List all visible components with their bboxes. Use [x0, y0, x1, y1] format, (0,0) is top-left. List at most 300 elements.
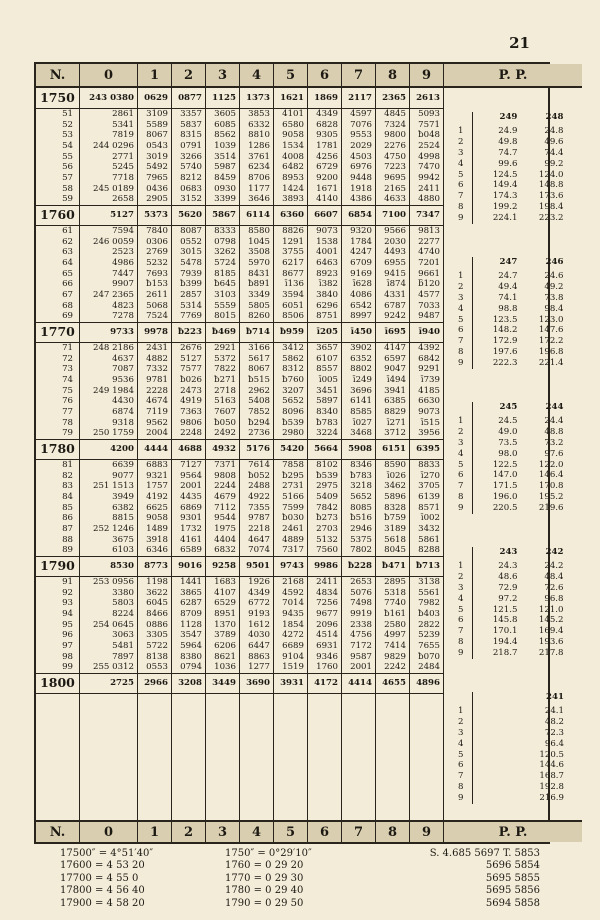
- pp-digit: 9: [458, 358, 473, 369]
- table-value: ƀ048: [418, 130, 440, 141]
- table-value: 5314: [180, 300, 202, 311]
- table-value: 5372: [214, 353, 236, 364]
- table-value: 8096: [282, 407, 304, 418]
- value-group: [342, 375, 375, 407]
- decade-value: 5420: [274, 439, 307, 460]
- value-group: [308, 141, 341, 173]
- table-value: 4740: [418, 247, 440, 258]
- pp-head-spacer: [458, 547, 473, 561]
- row-number: 99: [62, 662, 73, 673]
- table-value: 3514: [214, 151, 236, 162]
- row-group: [36, 109, 79, 141]
- value-group: [240, 290, 273, 322]
- footer-digit: 7: [342, 820, 376, 842]
- table-value: 7014: [282, 598, 304, 609]
- table-value: 0306: [146, 236, 168, 247]
- pp-head: 246: [545, 257, 564, 268]
- table-value: 4503: [350, 151, 372, 162]
- table-value: 2718: [214, 385, 236, 396]
- value-group: [376, 226, 409, 258]
- table-value: 7858: [282, 460, 304, 471]
- table-value: 7470: [418, 162, 440, 173]
- table-value: ƀ516: [350, 513, 372, 524]
- table-value: 8706: [248, 173, 270, 184]
- pp-digit: 1: [458, 416, 473, 427]
- pp-value: 148.2: [492, 325, 518, 336]
- value-group: [308, 226, 341, 258]
- table-value: 5478: [180, 258, 202, 269]
- table-value: 6352: [350, 353, 372, 364]
- table-value: 6103: [112, 545, 134, 556]
- table-value: 4493: [384, 247, 406, 258]
- pp-value: 168.7: [539, 771, 564, 782]
- pp-digit: 1: [458, 271, 473, 282]
- row-number: 62: [62, 236, 73, 247]
- table-value: 3605: [214, 109, 236, 120]
- table-value: 5862: [282, 353, 304, 364]
- decade-value: 3931: [274, 673, 307, 694]
- pp-digit: 5: [458, 169, 473, 180]
- table-value: 2492: [214, 428, 236, 439]
- value-group: [80, 375, 137, 407]
- note-line: 5695 5855: [485, 872, 540, 884]
- table-value: 2611: [146, 290, 168, 301]
- table-value: 6976: [350, 162, 372, 173]
- table-value: 7127: [180, 460, 202, 471]
- table-value: 5837: [180, 119, 202, 130]
- pp-digit: 4: [458, 159, 473, 170]
- table-value: 1612: [248, 619, 270, 630]
- table-value: 6639: [112, 460, 134, 471]
- table-value: ƀ153: [146, 279, 168, 290]
- table-value: 9318: [112, 417, 134, 428]
- decade-value: 9501: [240, 556, 273, 577]
- page-number: 21: [509, 34, 530, 52]
- table-value: 3622: [146, 587, 168, 598]
- pp-digit: 3: [458, 293, 473, 304]
- row-group: [36, 460, 79, 492]
- pp-digit: 1: [458, 126, 473, 137]
- pp-value: 122.5: [492, 459, 518, 470]
- table-value: 2411: [316, 577, 338, 588]
- value-group: [308, 173, 341, 205]
- table-value: 6842: [418, 353, 440, 364]
- pp-value: 24.8: [544, 126, 564, 137]
- table-value: 9193: [248, 609, 270, 620]
- table-value: 7594: [112, 226, 134, 237]
- table-value: 3189: [384, 524, 406, 535]
- decade-row: 1780: [36, 439, 79, 460]
- table-value: 1424: [282, 183, 304, 194]
- table-value: 2731: [282, 481, 304, 492]
- value-group: [410, 492, 443, 524]
- table-value: 3468: [350, 428, 372, 439]
- table-value: 4161: [180, 534, 202, 545]
- decade-value: 4414: [342, 673, 375, 694]
- table-value: 6580: [282, 119, 304, 130]
- table-value: 7655: [418, 641, 440, 652]
- table-value: 9487: [418, 311, 440, 322]
- table-value: 8709: [180, 609, 202, 620]
- table-value: ƀ273: [316, 513, 338, 524]
- table-value: 8340: [316, 407, 338, 418]
- value-group: [172, 375, 205, 407]
- table-value: 1760: [316, 662, 338, 673]
- table-value: 1039: [214, 141, 236, 152]
- value-group: [240, 375, 273, 407]
- table-value: 8829: [384, 407, 406, 418]
- table-value: 1683: [214, 577, 236, 588]
- table-value: 3675: [112, 534, 134, 545]
- value-group: [206, 343, 239, 375]
- pp-digit: 6: [458, 760, 473, 771]
- table-value: 8923: [316, 268, 338, 279]
- table-value: 4001: [316, 247, 338, 258]
- table-value: 4192: [146, 492, 168, 503]
- pp-digit: 4: [458, 594, 473, 605]
- table-value: 4030: [248, 630, 270, 641]
- table-value: 4592: [282, 587, 304, 598]
- table-value: 2029: [350, 141, 372, 152]
- value-group: [342, 290, 375, 322]
- table-value: ī270: [420, 470, 440, 481]
- row-number: 87: [62, 524, 73, 535]
- table-value: 4435: [180, 492, 202, 503]
- table-value: 2001: [180, 481, 202, 492]
- pp-value: 174.3: [492, 191, 518, 202]
- table-value: 3761: [248, 151, 270, 162]
- row-group: [36, 173, 79, 205]
- table-value: 253 0956: [92, 577, 134, 588]
- table-value: 3956: [418, 428, 440, 439]
- value-group: [80, 577, 137, 609]
- table-value: 4140: [316, 194, 338, 205]
- footer-digit: 3: [206, 820, 240, 842]
- table-value: 9058: [282, 130, 304, 141]
- pp-value: 223.2: [538, 213, 564, 224]
- table-value: 9564: [180, 470, 202, 481]
- table-value: 3508: [248, 247, 270, 258]
- value-group: [172, 226, 205, 258]
- row-number: 63: [62, 247, 73, 258]
- table-value: 2771: [112, 151, 134, 162]
- decade-row: 1760: [36, 205, 79, 226]
- value-group: [308, 609, 341, 641]
- table-value: 1036: [214, 662, 236, 673]
- value-group: [342, 524, 375, 556]
- value-group: [80, 492, 137, 524]
- row-number: 61: [62, 226, 73, 237]
- table-value: 8826: [282, 226, 304, 237]
- table-value: 9907: [112, 279, 134, 290]
- decade-value: 8773: [138, 556, 171, 577]
- decade-value: 4932: [206, 439, 239, 460]
- table-value: 7324: [384, 119, 406, 130]
- table-value: 8459: [214, 173, 236, 184]
- table-value: 8067: [248, 364, 270, 375]
- table-value: 4919: [180, 396, 202, 407]
- decade-value: 4655: [376, 673, 409, 694]
- value-group: [172, 492, 205, 524]
- row-number: 66: [62, 279, 73, 290]
- table-value: 8102: [316, 460, 338, 471]
- decade-value: ī940: [410, 322, 443, 343]
- decade-value: 4896: [410, 673, 443, 694]
- table-value: 8224: [112, 609, 134, 620]
- row-group: [36, 492, 79, 524]
- table-value: 9544: [214, 513, 236, 524]
- table-value: 1534: [282, 141, 304, 152]
- pp-value: 24.6: [544, 271, 564, 282]
- table-value: 1177: [248, 183, 270, 194]
- decade-value: 7347: [410, 205, 443, 226]
- decade-value: 5620: [172, 205, 205, 226]
- value-group: [138, 460, 171, 492]
- row-number: 86: [62, 513, 73, 524]
- table-value: 9448: [350, 173, 372, 184]
- note-line: 17600 = 4 53 20: [60, 860, 145, 872]
- row-number: 55: [62, 151, 73, 162]
- pp-block: [444, 378, 582, 523]
- pp-value: 49.4: [498, 281, 518, 292]
- table-value: 1926: [248, 577, 270, 588]
- table-value: 255 0312: [92, 662, 134, 673]
- table-value: 4647: [248, 534, 270, 545]
- value-group: [172, 109, 205, 141]
- value-group: [342, 641, 375, 673]
- pp-value: 98.0: [498, 448, 518, 459]
- table-value: 8506: [282, 311, 304, 322]
- decade-value: ƀ228: [342, 556, 375, 577]
- table-grid: [36, 64, 564, 842]
- value-group: [206, 226, 239, 258]
- table-value: 7982: [418, 598, 440, 609]
- table-value: ī874: [386, 279, 406, 290]
- pp-digit: 5: [458, 459, 473, 470]
- table-value: 7371: [214, 460, 236, 471]
- table-value: 4633: [384, 194, 406, 205]
- decade-value: 8530: [80, 556, 137, 577]
- value-group: [342, 141, 375, 173]
- table-value: 6689: [282, 641, 304, 652]
- pp-value: 49.8: [498, 136, 518, 147]
- table-value: 9320: [350, 226, 372, 237]
- table-value: 9435: [282, 609, 304, 620]
- pp-value: 98.4: [544, 303, 564, 314]
- value-group: [376, 407, 409, 439]
- table-value: 3019: [146, 151, 168, 162]
- table-value: 9677: [316, 609, 338, 620]
- footer-digit: 5: [274, 820, 308, 842]
- decade-value: 6360: [274, 205, 307, 226]
- table-value: 5964: [180, 641, 202, 652]
- value-group: [308, 343, 341, 375]
- pp-value: 145.8: [492, 615, 518, 626]
- pp-value: 169.4: [538, 626, 564, 637]
- pp-digit: 1: [458, 706, 473, 717]
- digit-column-1: [138, 88, 172, 820]
- row-number: 97: [62, 641, 73, 652]
- value-group: [308, 407, 341, 439]
- table-value: 6045: [146, 598, 168, 609]
- row-number: 58: [62, 183, 73, 194]
- digit-column-9: [410, 88, 444, 820]
- table-value: 4349: [316, 109, 338, 120]
- table-value: 7332: [146, 364, 168, 375]
- table-value: ƀ050: [214, 417, 236, 428]
- table-value: 1918: [350, 183, 372, 194]
- value-group: [342, 577, 375, 609]
- decade-value: 2613: [410, 88, 443, 109]
- table-value: 4882: [146, 353, 168, 364]
- value-group: [342, 226, 375, 258]
- table-value: 9242: [384, 311, 406, 322]
- pp-digit: 2: [458, 572, 473, 583]
- table-value: 6787: [384, 300, 406, 311]
- table-value: 4101: [282, 109, 304, 120]
- table-value: 7074: [248, 545, 270, 556]
- table-value: 4147: [384, 343, 406, 354]
- value-group: [138, 173, 171, 205]
- value-group: [172, 577, 205, 609]
- value-group: [410, 173, 443, 205]
- table-value: 5652: [282, 396, 304, 407]
- value-group: [172, 460, 205, 492]
- table-value: ī005: [318, 375, 338, 386]
- table-value: 7119: [146, 407, 168, 418]
- row-number: 73: [62, 364, 73, 375]
- table-value: 9415: [384, 268, 406, 279]
- table-value: 8953: [282, 173, 304, 184]
- decade-row: 1790: [36, 556, 79, 577]
- table-value: 6085: [214, 119, 236, 130]
- decade-value: ƀ714: [240, 322, 273, 343]
- row-group: [36, 375, 79, 407]
- table-value: 5093: [418, 109, 440, 120]
- pp-value: 148.8: [538, 180, 564, 191]
- table-value: 9800: [384, 130, 406, 141]
- pp-head: 243: [499, 547, 518, 558]
- value-group: [240, 609, 273, 641]
- table-value: 1732: [180, 524, 202, 535]
- row-number: 85: [62, 502, 73, 513]
- table-value: 9291: [418, 364, 440, 375]
- footer-digit: 8: [376, 820, 410, 842]
- table-value: ƀ515: [248, 375, 270, 386]
- value-group: [410, 460, 443, 492]
- pp-value: 48.8: [544, 426, 564, 437]
- table-value: 2411: [418, 183, 440, 194]
- value-group: [240, 492, 273, 524]
- table-value: 1538: [316, 236, 338, 247]
- pp-value: 220.5: [492, 503, 518, 514]
- value-group: [410, 343, 443, 375]
- row-number: 95: [62, 619, 73, 630]
- table-value: 8571: [418, 502, 440, 513]
- pp-digit: 8: [458, 492, 473, 503]
- row-number: 52: [62, 119, 73, 130]
- header-digit: 0: [80, 64, 138, 88]
- row-number: 53: [62, 130, 73, 141]
- value-group: [376, 109, 409, 141]
- table-value: 4256: [316, 151, 338, 162]
- table-value: 5127: [180, 353, 202, 364]
- value-group: [240, 141, 273, 173]
- row-number: 92: [62, 587, 73, 598]
- table-value: 7278: [112, 311, 134, 322]
- value-group: [206, 407, 239, 439]
- value-group: [172, 609, 205, 641]
- pp-value: 170.8: [538, 481, 564, 492]
- row-number: 88: [62, 534, 73, 545]
- table-value: 3594: [282, 290, 304, 301]
- pp-head: 242: [545, 547, 564, 558]
- table-value: 2703: [316, 524, 338, 535]
- value-group: [240, 577, 273, 609]
- table-value: 1519: [282, 662, 304, 673]
- digit-column-7: [342, 88, 376, 820]
- table-value: ƀ645: [214, 279, 236, 290]
- table-value: 6529: [214, 598, 236, 609]
- row-number: 96: [62, 630, 73, 641]
- row-group: [36, 577, 79, 609]
- value-group: [206, 577, 239, 609]
- table-value: 2228: [146, 385, 168, 396]
- value-group: [410, 577, 443, 609]
- pp-value: 99.2: [544, 158, 564, 169]
- table-value: 1489: [146, 524, 168, 535]
- table-value: 6482: [282, 162, 304, 173]
- value-group: [274, 226, 307, 258]
- decade-value: 5664: [308, 439, 341, 460]
- pp-value: 98.8: [498, 303, 518, 314]
- table-value: 0552: [180, 236, 202, 247]
- footer-digit: 9: [410, 820, 444, 842]
- table-value: 4597: [350, 109, 372, 120]
- decade-value: ƀ471: [376, 556, 409, 577]
- footer-digit: 1: [138, 820, 172, 842]
- row-number: 82: [62, 470, 73, 481]
- note-line: 1790 = 0 29 50: [225, 897, 304, 909]
- table-value: 2242: [384, 662, 406, 673]
- value-group: [240, 173, 273, 205]
- table-value: 3949: [112, 492, 134, 503]
- table-value: 2580: [384, 619, 406, 630]
- note-line: 17800 = 4 56 40: [60, 885, 145, 897]
- decade-value: 3690: [240, 673, 273, 694]
- table-value: 2488: [248, 481, 270, 492]
- digit-column-3: [206, 88, 240, 820]
- decade-value: 6151: [376, 439, 409, 460]
- table-value: 0436: [146, 183, 168, 194]
- row-group: [36, 641, 79, 673]
- table-value: 252 1246: [92, 524, 134, 535]
- pp-value: 199.2: [492, 202, 518, 213]
- pp-head: 247: [499, 257, 518, 268]
- value-group: [206, 641, 239, 673]
- value-group: [308, 258, 341, 290]
- value-group: [206, 492, 239, 524]
- value-group: [138, 492, 171, 524]
- value-group: [376, 343, 409, 375]
- pp-digit: 5: [458, 749, 473, 760]
- table-value: 6385: [384, 396, 406, 407]
- table-value: 4750: [384, 151, 406, 162]
- row-group: [36, 343, 79, 375]
- table-value: 5652: [350, 492, 372, 503]
- value-group: [274, 577, 307, 609]
- value-group: [240, 407, 273, 439]
